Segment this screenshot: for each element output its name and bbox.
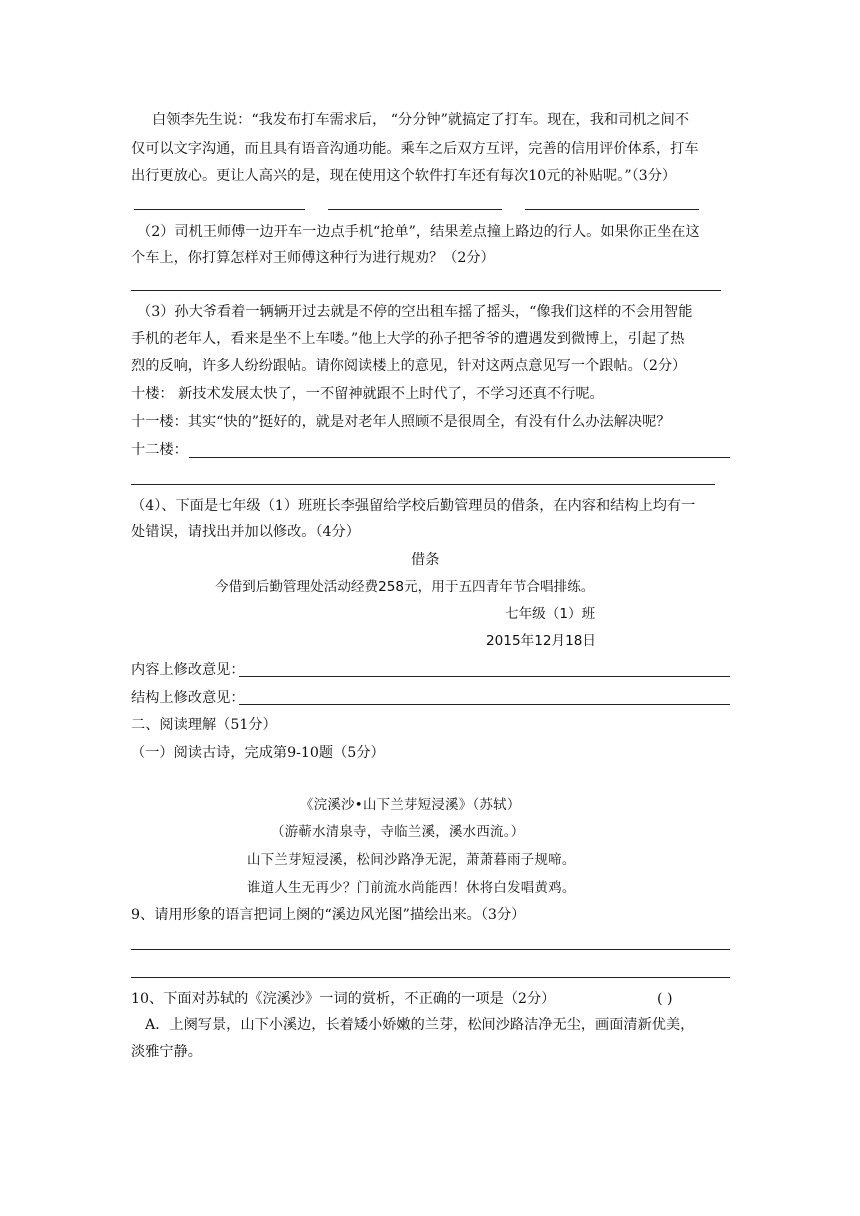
structure-revision-label: 结构上修改意见： [131, 690, 245, 706]
note-title: 借条 [411, 552, 440, 568]
q3-floor-12-answer-line[interactable] [189, 457, 730, 458]
q3-line-1: （3）孙大爷看着一辆辆开过去就是不停的空出租车摇了摇头，“像我们这样的不会用智能 [137, 304, 693, 320]
q3-floor-11: 十一楼：其实“快的”挺好的，就是对老年人照顾不是很周全，有没有什么办法解决呢？ [131, 414, 671, 430]
q4-line-1: （4）、下面是七年级（1）班班长李强留给学校后勤管理员的借条，在内容和结构上均有一 [131, 498, 696, 514]
poem-line-1: 山下兰芽短浸溪，松间沙路净无泥，萧萧暮雨子规啼。 [247, 853, 576, 868]
q10-option-a-line-2: 淡雅宁静。 [131, 1044, 202, 1060]
note-body: 今借到后勤管理处活动经费258元，用于五四青年节合唱排练。 [215, 579, 595, 595]
q2-line-2: 个车上，你打算怎样对王师傅这种行为进行规劝？（2分） [131, 250, 495, 266]
poem-line-2: 谁道人生无再少？门前流水尚能西！休将白发唱黄鸡。 [247, 881, 576, 896]
q10-option-a-line-1: A．上阕写景，山下小溪边，长着矮小娇嫩的兰芽，松间沙路洁净无尘，画面清新优美， [145, 1017, 695, 1033]
q3-line-2: 手机的老年人，看来是坐不上车喽。”他上大学的孙子把爷爷的遭遇发到微博上，引起了热 [131, 331, 685, 347]
q4-line-2: 处错误，请找出并加以修改。（4分） [131, 524, 360, 540]
q9-answer-line-2[interactable] [131, 977, 730, 978]
poem-title: 《浣溪沙•山下兰芽短浸溪》（苏轼） [300, 798, 521, 813]
answer-blank-3[interactable] [525, 209, 699, 210]
q9-text: 9、请用形象的语言把词上阕的“溪边风光图”描绘出来。（3分） [131, 907, 526, 923]
q2-line-1: （2）司机王师傅一边开车一边点手机“抢单”，结果差点撞上路边的行人。如果你正坐在这 [137, 224, 700, 240]
q3-floor-12-label: 十二楼： [131, 442, 188, 458]
quote-line-2: 仅可以文字沟通，而且具有语音沟通功能。乘车之后双方互评，完善的信用评价体系，打车 [131, 141, 699, 157]
q3-line-3: 烈的反响，许多人纷纷跟帖。请你阅读楼上的意见，针对这两点意见写一个跟帖。（2分） [131, 358, 687, 374]
answer-blank-1[interactable] [134, 209, 305, 210]
quote-line-1: 白领李先生说：“我发布打车需求后， “分分钟”就搞定了打车。现在，我和司机之间不 [152, 112, 690, 128]
q2-answer-line[interactable] [131, 290, 721, 291]
content-revision-label: 内容上修改意见： [131, 662, 245, 678]
q10-answer-bracket[interactable]: ( ) [657, 991, 673, 1007]
content-revision-input[interactable] [239, 676, 730, 677]
structure-revision-input[interactable] [239, 704, 730, 705]
q9-answer-line-1[interactable] [131, 949, 730, 950]
note-signer: 七年级（1）班 [505, 606, 596, 622]
answer-blank-2[interactable] [328, 209, 502, 210]
section2-part1: （一）阅读古诗，完成第9-10题（5分） [131, 745, 385, 761]
q3-floor-10: 十楼： 新技术发展太快了，一不留神就跟不上时代了，不学习还真不行呢。 [131, 386, 604, 402]
q3-answer-line-2[interactable] [131, 484, 715, 485]
quote-line-3: 出行更放心。更让人高兴的是，现在使用这个软件打车还有每次10元的补贴呢。”（3分） [131, 168, 677, 184]
poem-preface: （游蕲水清泉寺，寺临兰溪，溪水西流。） [271, 825, 525, 840]
note-date: 2015年12月18日 [486, 633, 596, 649]
section2-heading: 二、阅读理解（51分） [131, 717, 277, 733]
q10-text: 10、下面对苏轼的《浣溪沙》一词的赏析，不正确的一项是（2分） [131, 991, 556, 1007]
